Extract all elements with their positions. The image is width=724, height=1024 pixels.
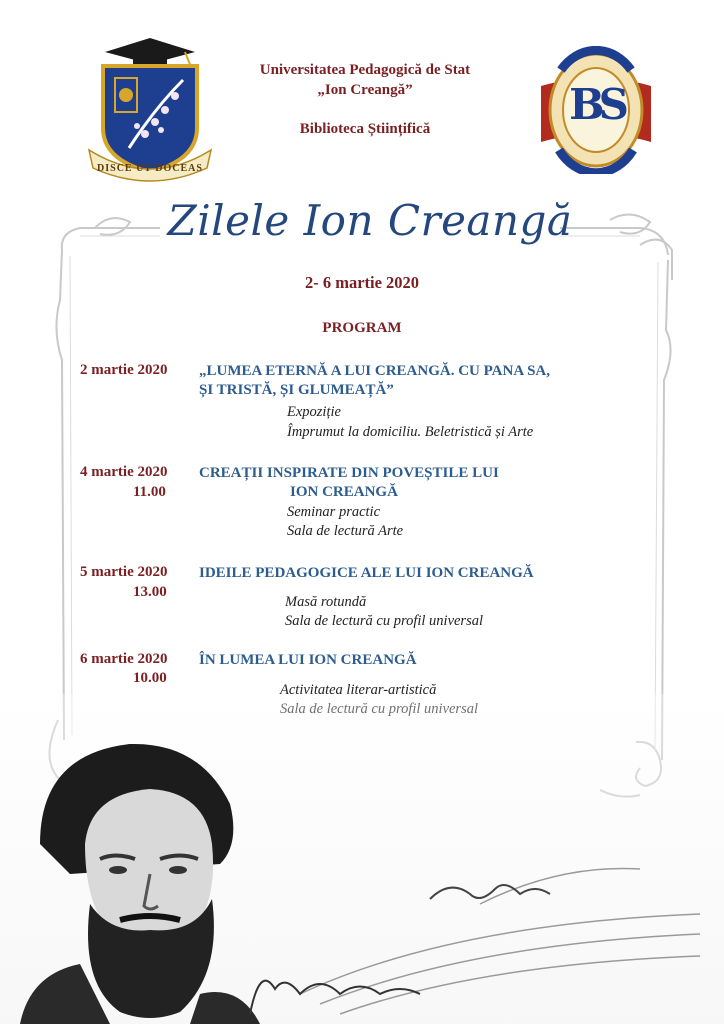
event-date: 6 martie 2020 <box>80 651 168 667</box>
event-time: 10.00 <box>133 670 167 686</box>
library-monogram: BS <box>569 80 623 129</box>
event-title: ION CREANGĂ <box>290 484 398 500</box>
event-location: Sala de lectură cu profil universal <box>285 613 484 629</box>
event-title: IDEILE PEDAGOGICE ALE LUI ION CREANGĂ <box>199 565 534 581</box>
event-title: „LUMEA ETERNĂ A LUI CREANGĂ. CU PANA SA, <box>199 363 551 379</box>
event-type: Masă rotundă <box>285 594 367 610</box>
university-name-line2: „Ion Creangă” <box>317 82 413 98</box>
library-name: Biblioteca Științifică <box>299 121 431 137</box>
event-location: Împrumut la domiciliu. Beletristică și Arte <box>287 424 534 440</box>
portrait-illustration <box>0 694 724 1024</box>
event-time: 11.00 <box>133 484 166 500</box>
event-date: 5 martie 2020 <box>80 564 168 580</box>
program-heading: PROGRAM <box>322 320 402 336</box>
crest-motto: DISCE UT DOCEAS <box>97 163 203 174</box>
event-title: ȘI TRISTĂ, ȘI GLUMEAȚĂ” <box>199 382 394 398</box>
event-type: Expoziție <box>287 404 341 420</box>
event-location: Sala de lectură Arte <box>287 523 404 539</box>
event-dates: 2- 6 martie 2020 <box>304 273 420 292</box>
event-title: ÎN LUMEA LUI ION CREANGĂ <box>199 652 417 668</box>
page-title: Zilele Ion Creangă <box>167 196 573 245</box>
university-name-line1: Universitatea Pedagogică de Stat <box>259 62 471 78</box>
event-location: Sala de lectură cu profil universal <box>280 701 479 717</box>
event-type: Seminar practic <box>287 504 381 520</box>
event-date: 4 martie 2020 <box>80 464 168 480</box>
event-time: 13.00 <box>133 584 167 600</box>
event-title: CREAȚII INSPIRATE DIN POVEȘTILE LUI <box>199 465 499 481</box>
event-date: 2 martie 2020 <box>80 362 168 378</box>
event-type: Activitatea literar-artistică <box>280 682 437 698</box>
